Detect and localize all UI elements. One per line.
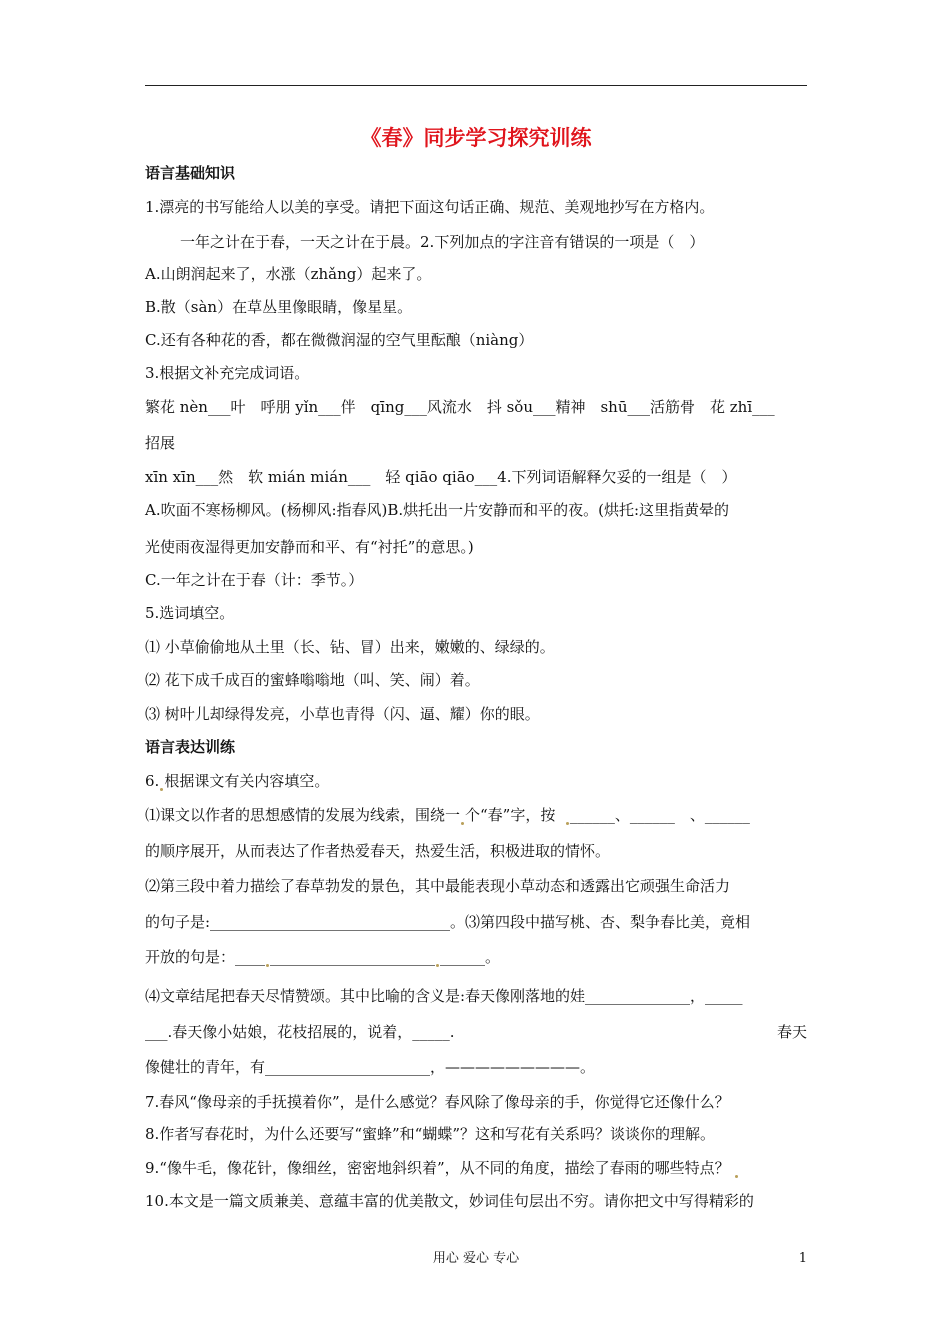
question-6 <box>145 771 807 791</box>
q3-words-row-1: 繁花 nèn___叶 呼朋 yǐn___伴 qīng___风流水 抖 sǒu___精神 shū___活筋骨 花 zhī___ <box>145 398 775 416</box>
q6-item-1 <box>145 805 807 825</box>
q6-item-3-cont <box>145 947 807 967</box>
q6-item-4-cont <box>145 1022 807 1042</box>
mark-dot <box>436 964 439 967</box>
q6-item-4-end: 像健壮的青年，有______________________，—————————。 <box>145 1058 596 1076</box>
q5-item-2: ⑵ 花下成千成百的蜜蜂嗡嗡地（叫、笑、闹）着。 <box>145 671 480 689</box>
question-9 <box>145 1158 807 1178</box>
q6-4-right-word: 春天 <box>776 1023 807 1041</box>
footer-slogan: 用心 爱心 专心 <box>432 1251 520 1266</box>
question-8: 8.作者写春花时，为什么还要写“蜜蜂”和“蝴蝶”？这和写花有关系吗？谈谈你的理解。 <box>145 1125 715 1143</box>
q6-text: 根据课文有关内容填空。 <box>164 772 330 790</box>
mark-dot <box>266 964 269 967</box>
question-5: 5.选词填空。 <box>145 604 235 622</box>
q6-item-4: ⑷文章结尾把春天尽情赞颂。其中比喻的含义是:春天像刚落地的娃______________，_____ <box>145 987 743 1005</box>
q5-item-3: ⑶ 树叶儿却绿得发亮，小草也青得（闪、逼、耀）你的眼。 <box>145 705 540 723</box>
header-rule <box>145 85 807 86</box>
q6-1-text-b: 个“春”字，按 <box>465 806 556 824</box>
q6-item-2-answer-and-3: 的句子是:________________________________。⑶第四段中描写桃、杏、梨争春比美，竟相 <box>145 913 751 931</box>
mark-dot <box>735 1175 738 1178</box>
q6-3-text-a: 开放的句是：____ <box>145 948 266 966</box>
q6-number: 6. <box>145 772 160 790</box>
q6-1-blanks: ______、______ 、______ <box>569 806 750 824</box>
q4-option-c: C.一年之计在于春（计：季节。） <box>145 571 364 589</box>
mark-dot <box>160 788 163 791</box>
question-7: 7.春风“像母亲的手抚摸着你”，是什么感觉？春风除了像母亲的手，你觉得它还像什么？ <box>145 1093 730 1111</box>
question-10: 10.本文是一篇文质兼美、意蕴丰富的优美散文，妙词佳句层出不穷。请你把文中写得精彩的 <box>145 1192 754 1210</box>
section-heading-basic: 语言基础知识 <box>145 164 236 182</box>
page-title: 《春》同步学习探究训练 <box>360 126 592 150</box>
q6-3-text-b: ______________________ <box>270 948 436 966</box>
q4-option-b-cont: 光使雨夜湿得更加安静而和平、有“衬托”的意思。) <box>145 538 474 556</box>
section-heading-expression: 语言表达训练 <box>145 738 236 756</box>
q6-4-text: ___.春天像小姑娘，花枝招展的，说着，_____. <box>145 1023 455 1041</box>
question-1-text-and-q2: 一年之计在于春，一天之计在于晨。2.下列加点的字注音有错误的一项是（ ） <box>180 233 705 251</box>
mark-dot <box>566 822 569 825</box>
q6-item-1-cont: 的顺序展开，从而表达了作者热爱春天，热爱生活，积极进取的情怀。 <box>145 842 611 860</box>
q6-3-text-c: ______。 <box>440 948 501 966</box>
q3-words-row-3-and-q4: xīn xīn___然 软 mián mián___ 轻 qiāo qiāo___4.下列词语解释欠妥的一组是（ ） <box>145 468 737 486</box>
q6-1-text-a: ⑴课文以作者的思想感情的发展为线索，围绕一 <box>145 806 461 824</box>
q6-item-2: ⑵第三段中着力描绘了春草勃发的景色，其中最能表现小草动态和透露出它顽强生命活力 <box>145 877 731 895</box>
question-3: 3.根据文补充完成词语。 <box>145 364 310 382</box>
q2-option-a: A.山朗润起来了，水涨（zhǎng）起来了。 <box>145 265 432 283</box>
q9-text: 9.“像牛毛，像花针，像细丝，密密地斜织着”，从不同的角度，描绘了春雨的哪些特点？ <box>145 1159 730 1177</box>
page-number: 1 <box>798 1251 807 1266</box>
q3-words-row-2: 招展 <box>145 434 176 452</box>
question-1: 1.漂亮的书写能给人以美的享受。请把下面这句话正确、规范、美观地抄写在方格内。 <box>145 198 715 216</box>
q2-option-c: C.还有各种花的香，都在微微润湿的空气里酝酿（niàng） <box>145 331 534 349</box>
mark-dot <box>461 822 464 825</box>
q2-option-b: B.散（sàn）在草丛里像眼睛，像星星。 <box>145 298 413 316</box>
q5-item-1: ⑴ 小草偷偷地从土里（长、钻、冒）出来，嫩嫩的、绿绿的。 <box>145 638 555 656</box>
q4-option-a-b: A.吹面不寒杨柳风。(杨柳风:指春风)B.烘托出一片安静而和平的夜。(烘托:这里指黄晕的 <box>145 501 730 519</box>
